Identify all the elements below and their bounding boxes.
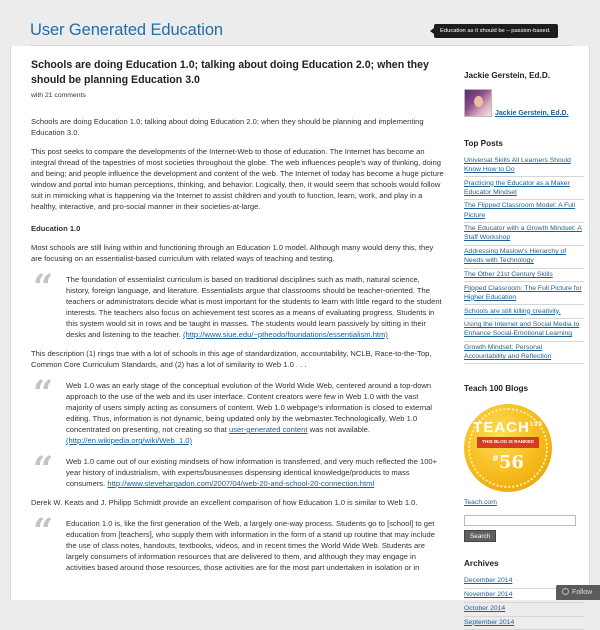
search-input[interactable] — [464, 515, 576, 526]
sidebar — [464, 70, 584, 630]
teach-link-row — [464, 498, 584, 508]
badge-rank: #56 — [492, 452, 524, 474]
archive-link[interactable]: September 2014 — [464, 618, 515, 626]
top-posts-list — [464, 156, 584, 365]
quote-source-link[interactable]: http://www.stevehargadon.com/2007/04/web-20-and-school-20-connection.html — [107, 479, 375, 489]
top-post-link[interactable]: Universal Skills All Learners Should Know How to Do — [464, 156, 571, 173]
top-post-item — [464, 305, 584, 319]
teach-widget-title: Teach 100 Blogs — [464, 384, 529, 394]
follow-icon — [562, 588, 569, 595]
post — [31, 58, 445, 573]
quote-mark-icon: “ — [33, 511, 54, 553]
quote-source-link[interactable]: (http://www.siue.edu/~ptheodo/foundations/essentialism.htm) — [182, 330, 388, 340]
top-post-link[interactable]: Addressing Maslow's Hierarchy of Needs with Technology — [464, 248, 567, 265]
archive-link[interactable]: October 2014 — [464, 604, 506, 612]
teach-link[interactable]: Teach.com — [464, 499, 497, 507]
archive-item — [464, 617, 584, 630]
top-post-item — [464, 177, 584, 200]
content-panel — [10, 46, 593, 626]
quote-text: The foundation of essentialist curriculum is based on traditional disciplines such as math, natural science, history, foreign language, and literature. Essentialists argue that classrooms should be teacher-oriented. The teachers or administrators decide what is most important for the students to learn with little regard to the student interests. The teachers also focus on achievement test scores as a means of evaluating progress. Students in this system would sit in rows and be taught in masses. The students would learn passively by sitting in their desks and listening to the teacher. (http://www.siue.edu/~ptheodo/foundations/essentialism.htm) — [66, 275, 442, 340]
top-post-item — [464, 269, 584, 283]
quote-mark-icon: “ — [33, 267, 54, 309]
teach-100-badge[interactable] — [464, 404, 552, 492]
top-post-link[interactable]: The Educator with a Growth Mindset: A Staff Workshop — [464, 225, 582, 242]
follow-button[interactable] — [556, 585, 600, 600]
quote-mark-icon: “ — [33, 449, 54, 491]
top-post-link[interactable]: The Other 21st Century Skills — [464, 271, 553, 278]
comment-count[interactable]: with 21 comments — [31, 92, 86, 100]
site-tagline: Education as it should be – passion-based. — [434, 24, 558, 38]
author-link[interactable]: Jackie Gerstein, Ed.D. — [495, 109, 569, 117]
archive-link[interactable]: November 2014 — [464, 590, 513, 598]
site-title[interactable]: User Generated Education — [30, 21, 223, 39]
badge-subtitle: THIS BLOG IS RANKED — [477, 437, 539, 448]
top-post-item — [464, 282, 584, 305]
avatar[interactable] — [464, 89, 492, 117]
top-post-link[interactable]: Schools are still killing creativity. — [464, 307, 561, 315]
post-paragraph: Derek W. Keats and J. Philipp Schmidt provide an excellent comparison of how Education 1.0 is similar to Web 1.0. — [31, 498, 418, 508]
quote-mark-icon: “ — [33, 373, 54, 415]
archives-title: Archives — [464, 559, 499, 569]
archives-list — [464, 575, 584, 630]
quote-text: Education 1.0 is, like the first generation of the Web, a largely one-way process. Students go to [school] to get education from [teachers], who supply them with information in the form of a stand up routine that may include the use of class notes, handouts, textbooks, videos, and in recent times the World Wide Web. Students are largely consumers of information resources that are delivered to them, and although they may engage in activities based around those resources, those activities are for the most part undertaken in isolation or in — [66, 519, 435, 573]
top-post-link[interactable]: Practicing the Educator as a Maker Educator Mindset — [464, 179, 570, 196]
top-post-link[interactable]: Flipped Classroom: The Full Picture for Higher Education — [464, 284, 582, 301]
post-title[interactable]: Schools are doing Education 1.0; talking about doing Education 2.0; when they should be planning Education 3.0 — [31, 59, 429, 86]
blockquote — [31, 449, 445, 491]
archive-item — [464, 603, 584, 617]
quote-text: Web 1.0 came out of our existing mindsets of how information is transferred, and very much reflected the 100+ year history of industrialism, with experts/businesses dispensing identical knowledge/products to mass consumers. http://www.stevehargadon.com/2007/04/web-20-and-school-20-connection.html — [66, 457, 438, 489]
top-post-link[interactable]: Using the Internet and Social Media to Enhance Social-Emotional Learning — [464, 321, 580, 338]
top-post-item — [464, 223, 584, 246]
top-post-link[interactable]: The Flipped Classroom Model: A Full Picture — [464, 202, 576, 219]
blockquote — [31, 267, 445, 340]
quote-text: Web 1.0 was an early stage of the conceptual evolution of the World Wide Web, centered around a top-down approach to the use of the web and its user interface. Content creators were few in Web 1.0 with the vast majority of users simply acting as consumers of content. Web 1.0 webpage's information is closed to external editing. Thus, information is not dynamic, being updated only by the webmaster.Technologically, Web 1.0 concentrated on presenting, not creating so that user-generated content was not available. (http://en.wikipedia.org/wiki/Web_1.0) — [66, 381, 432, 446]
inline-link[interactable]: user-generated content — [228, 425, 308, 435]
top-post-item — [464, 246, 584, 269]
top-post-item — [464, 200, 584, 223]
blockquote — [31, 373, 445, 446]
post-intro: Schools are doing Education 1.0; talking about doing Education 2.0; when they should be planning and implementing Education 3.0. — [31, 117, 424, 138]
quote-source-link[interactable]: (http://en.wikipedia.org/wiki/Web_1.0) — [66, 436, 193, 446]
post-paragraph: Most schools are still living within and functioning through an Education 1.0 model. Although many would deny this, they are focusing on an essentialist-based curriculum with related ways of teaching and testing. — [31, 243, 434, 264]
author-widget — [464, 89, 584, 123]
top-post-item — [464, 342, 584, 365]
archive-link[interactable]: December 2014 — [464, 577, 513, 584]
post-paragraph: This post seeks to compare the developments of the Internet-Web to those of education. The Internet has become an integral thread of the tapestries of most societies throughout the globe. The web influences people's way of thinking, doing and being; and people influence the development and content of the web. The Internet of today has become a huge picture window and portal into human perceptions, thinking, and behavior. Logically, then, it would seem that schools would follow suit in mimicking what is happening via the Internet to assist children and youth to function, learn, work, and play in a healthy, interactive, and pro-social manner in their societies-at-large. — [31, 147, 444, 212]
author-widget-title: Jackie Gerstein, Ed.D. — [464, 71, 551, 80]
top-post-link[interactable]: Growth Mindset: Personal Accountability and Reflection — [464, 344, 552, 361]
top-post-item — [464, 156, 584, 177]
search-button[interactable]: Search — [464, 530, 496, 542]
top-post-item — [464, 319, 584, 342]
section-heading: Education 1.0 — [31, 224, 81, 234]
blockquote — [31, 511, 445, 573]
top-posts-title: Top Posts — [464, 138, 503, 148]
follow-label: Follow — [572, 589, 593, 596]
post-paragraph: This description (1) rings true with a lot of schools in this age of standardization, accountability, NCLB, Race-to-the-Top, Common Core Curriculum Standards, and (2) has a lot of similarity to Web 1.0 . . . — [31, 349, 432, 370]
badge-title: TEACH$^{100}$ — [473, 419, 543, 437]
